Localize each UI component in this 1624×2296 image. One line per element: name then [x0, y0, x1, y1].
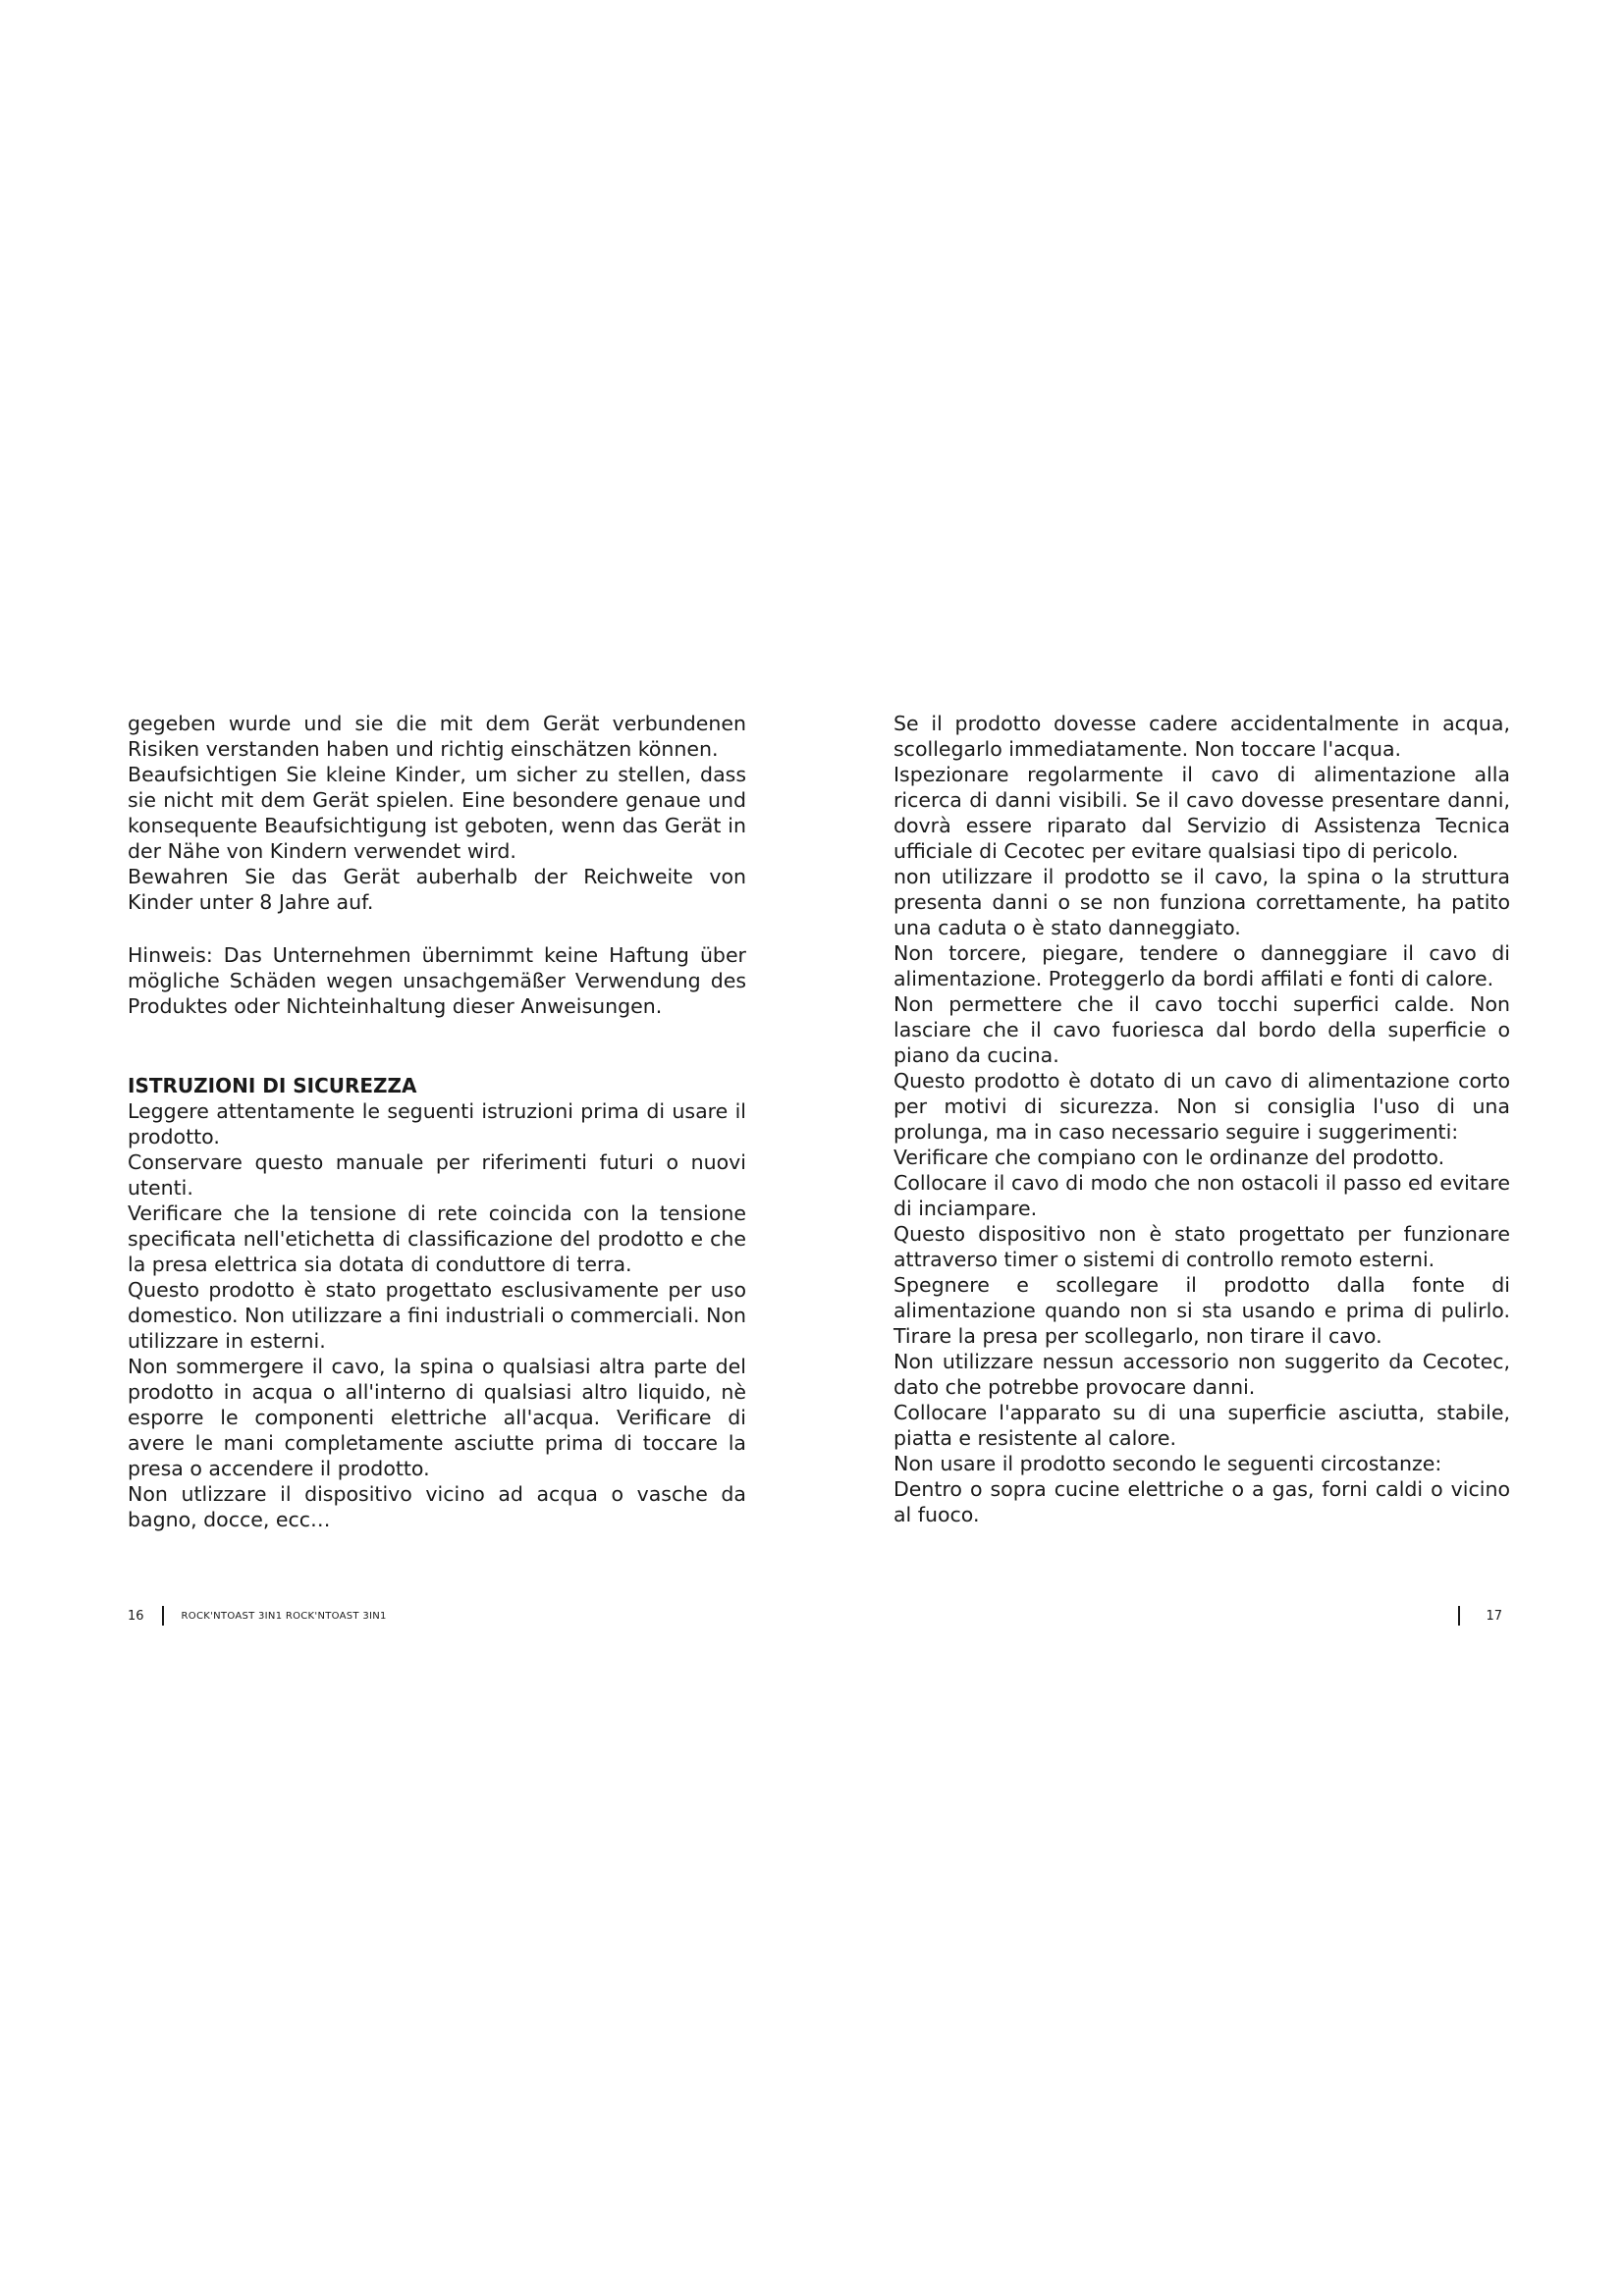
- italian-paragraph-1: Leggere attentamente le seguenti istruzioni prima di usare il prodotto.: [128, 1099, 746, 1148]
- spacer: [128, 1019, 746, 1073]
- right-paragraph-8: Collocare il cavo di modo che non ostacoli il passo ed evitare di inciampare.: [893, 1171, 1510, 1220]
- right-paragraph-9: Questo dispositivo non è stato progettato per funzionare attraverso timer o sistemi di controllo remoto esterni.: [893, 1222, 1510, 1271]
- italian-paragraph-2: Conservare questo manuale per riferimenti futuri o nuovi utenti.: [128, 1150, 746, 1200]
- german-note: Hinweis: Das Unternehmen übernimmt keine Haftung über mögliche Schäden wegen unsachgemäßer Verwendung des Produktes oder Nichteinhaltung dieser Anweisungen.: [128, 943, 746, 1018]
- italian-paragraph-3: Verificare che la tensione di rete coincida con la tensione specificata nell'etichetta di classificazione del prodotto e che la presa elettrica sia dotata di conduttore di terra.: [128, 1201, 746, 1276]
- right-paragraph-13: Non usare il prodotto secondo le seguenti circostanze:: [893, 1452, 1442, 1475]
- german-paragraph-2: Beaufsichtigen Sie kleine Kinder, um sicher zu stellen, dass sie nicht mit dem Gerät spielen. Eine besondere genaue und konsequente Beaufsichtigung ist geboten, wenn das Gerät in der Nähe von Kindern verwendet wird.: [128, 763, 746, 863]
- right-paragraph-10: Spegnere e scollegare il prodotto dalla fonte di alimentazione quando non si sta usando e prima di pulirlo. Tirare la presa per scollegarlo, non tirare il cavo.: [893, 1273, 1510, 1348]
- right-paragraph-7: Verificare che compiano con le ordinanze del prodotto.: [893, 1146, 1445, 1169]
- right-paragraph-5: Non permettere che il cavo tocchi superfici calde. Non lasciare che il cavo fuoriesca dal bordo della superficie o piano da cucina.: [893, 992, 1510, 1067]
- spacer: [128, 915, 746, 942]
- italian-paragraph-6: Non utlizzare il dispositivo vicino ad acqua o vasche da bagno, docce, ecc…: [128, 1482, 746, 1531]
- german-paragraph-1: gegeben wurde und sie die mit dem Gerät verbundenen Risiken verstanden haben und richtig einschätzen können.: [128, 712, 746, 761]
- right-paragraph-12: Collocare l'apparato su di una superficie asciutta, stabile, piatta e resistente al calore.: [893, 1401, 1510, 1450]
- right-paragraph-11: Non utilizzare nessun accessorio non suggerito da Cecotec, dato che potrebbe provocare danni.: [893, 1350, 1510, 1399]
- left-page-number: 16: [128, 1608, 144, 1624]
- right-paragraph-6: Questo prodotto è dotato di un cavo di alimentazione corto per motivi di sicurezza. Non si consiglia l'uso di una prolunga, ma in caso necessario seguire i suggerimenti:: [893, 1069, 1510, 1144]
- italian-paragraph-4: Questo prodotto è stato progettato esclusivamente per uso domestico. Non utilizzare a fini industriali o commerciali. Non utilizzare in esterni.: [128, 1278, 746, 1353]
- footer-divider: [1458, 1606, 1460, 1626]
- right-page-body: [893, 711, 1510, 1527]
- right-paragraph-1: Se il prodotto dovesse cadere accidentalmente in acqua, scollegarlo immediatamente. Non toccare l'acqua.: [893, 712, 1510, 761]
- right-page-number: 17: [1486, 1608, 1502, 1624]
- left-page-body: [128, 711, 746, 1532]
- right-footer: [1458, 1606, 1502, 1626]
- right-paragraph-2: Ispezionare regolarmente il cavo di alimentazione alla ricerca di danni visibili. Se il cavo dovesse presentare danni, dovrà essere riparato dal Servizio di Assistenza Tecnica ufficiale di Cecotec per evitare qualsiasi tipo di pericolo.: [893, 763, 1510, 863]
- right-paragraph-4: Non torcere, piegare, tendere o danneggiare il cavo di alimentazione. Proteggerlo da bordi affilati e fonti di calore.: [893, 941, 1510, 990]
- right-paragraph-3: non utilizzare il prodotto se il cavo, la spina o la struttura presenta danni o se non funziona correttamente, ha patito una caduta o è stato danneggiato.: [893, 865, 1510, 939]
- right-paragraph-14: Dentro o sopra cucine elettriche o a gas, forni caldi o vicino al fuoco.: [893, 1477, 1510, 1526]
- footer-divider: [162, 1606, 164, 1626]
- footer-brand: ROCK'NTOAST 3IN1 ROCK'NTOAST 3IN1: [181, 1610, 387, 1622]
- section-heading: ISTRUZIONI DI SICUREZZA: [128, 1074, 417, 1097]
- italian-paragraph-5: Non sommergere il cavo, la spina o qualsiasi altra parte del prodotto in acqua o all'interno di qualsiasi altro liquido, nè esporre le componenti elettriche all'acqua. Verificare di avere le mani completamente asciutte prima di toccare la presa o accendere il prodotto.: [128, 1355, 746, 1480]
- german-paragraph-3: Bewahren Sie das Gerät auberhalb der Reichweite von Kinder unter 8 Jahre auf.: [128, 865, 746, 914]
- left-footer: [128, 1606, 387, 1626]
